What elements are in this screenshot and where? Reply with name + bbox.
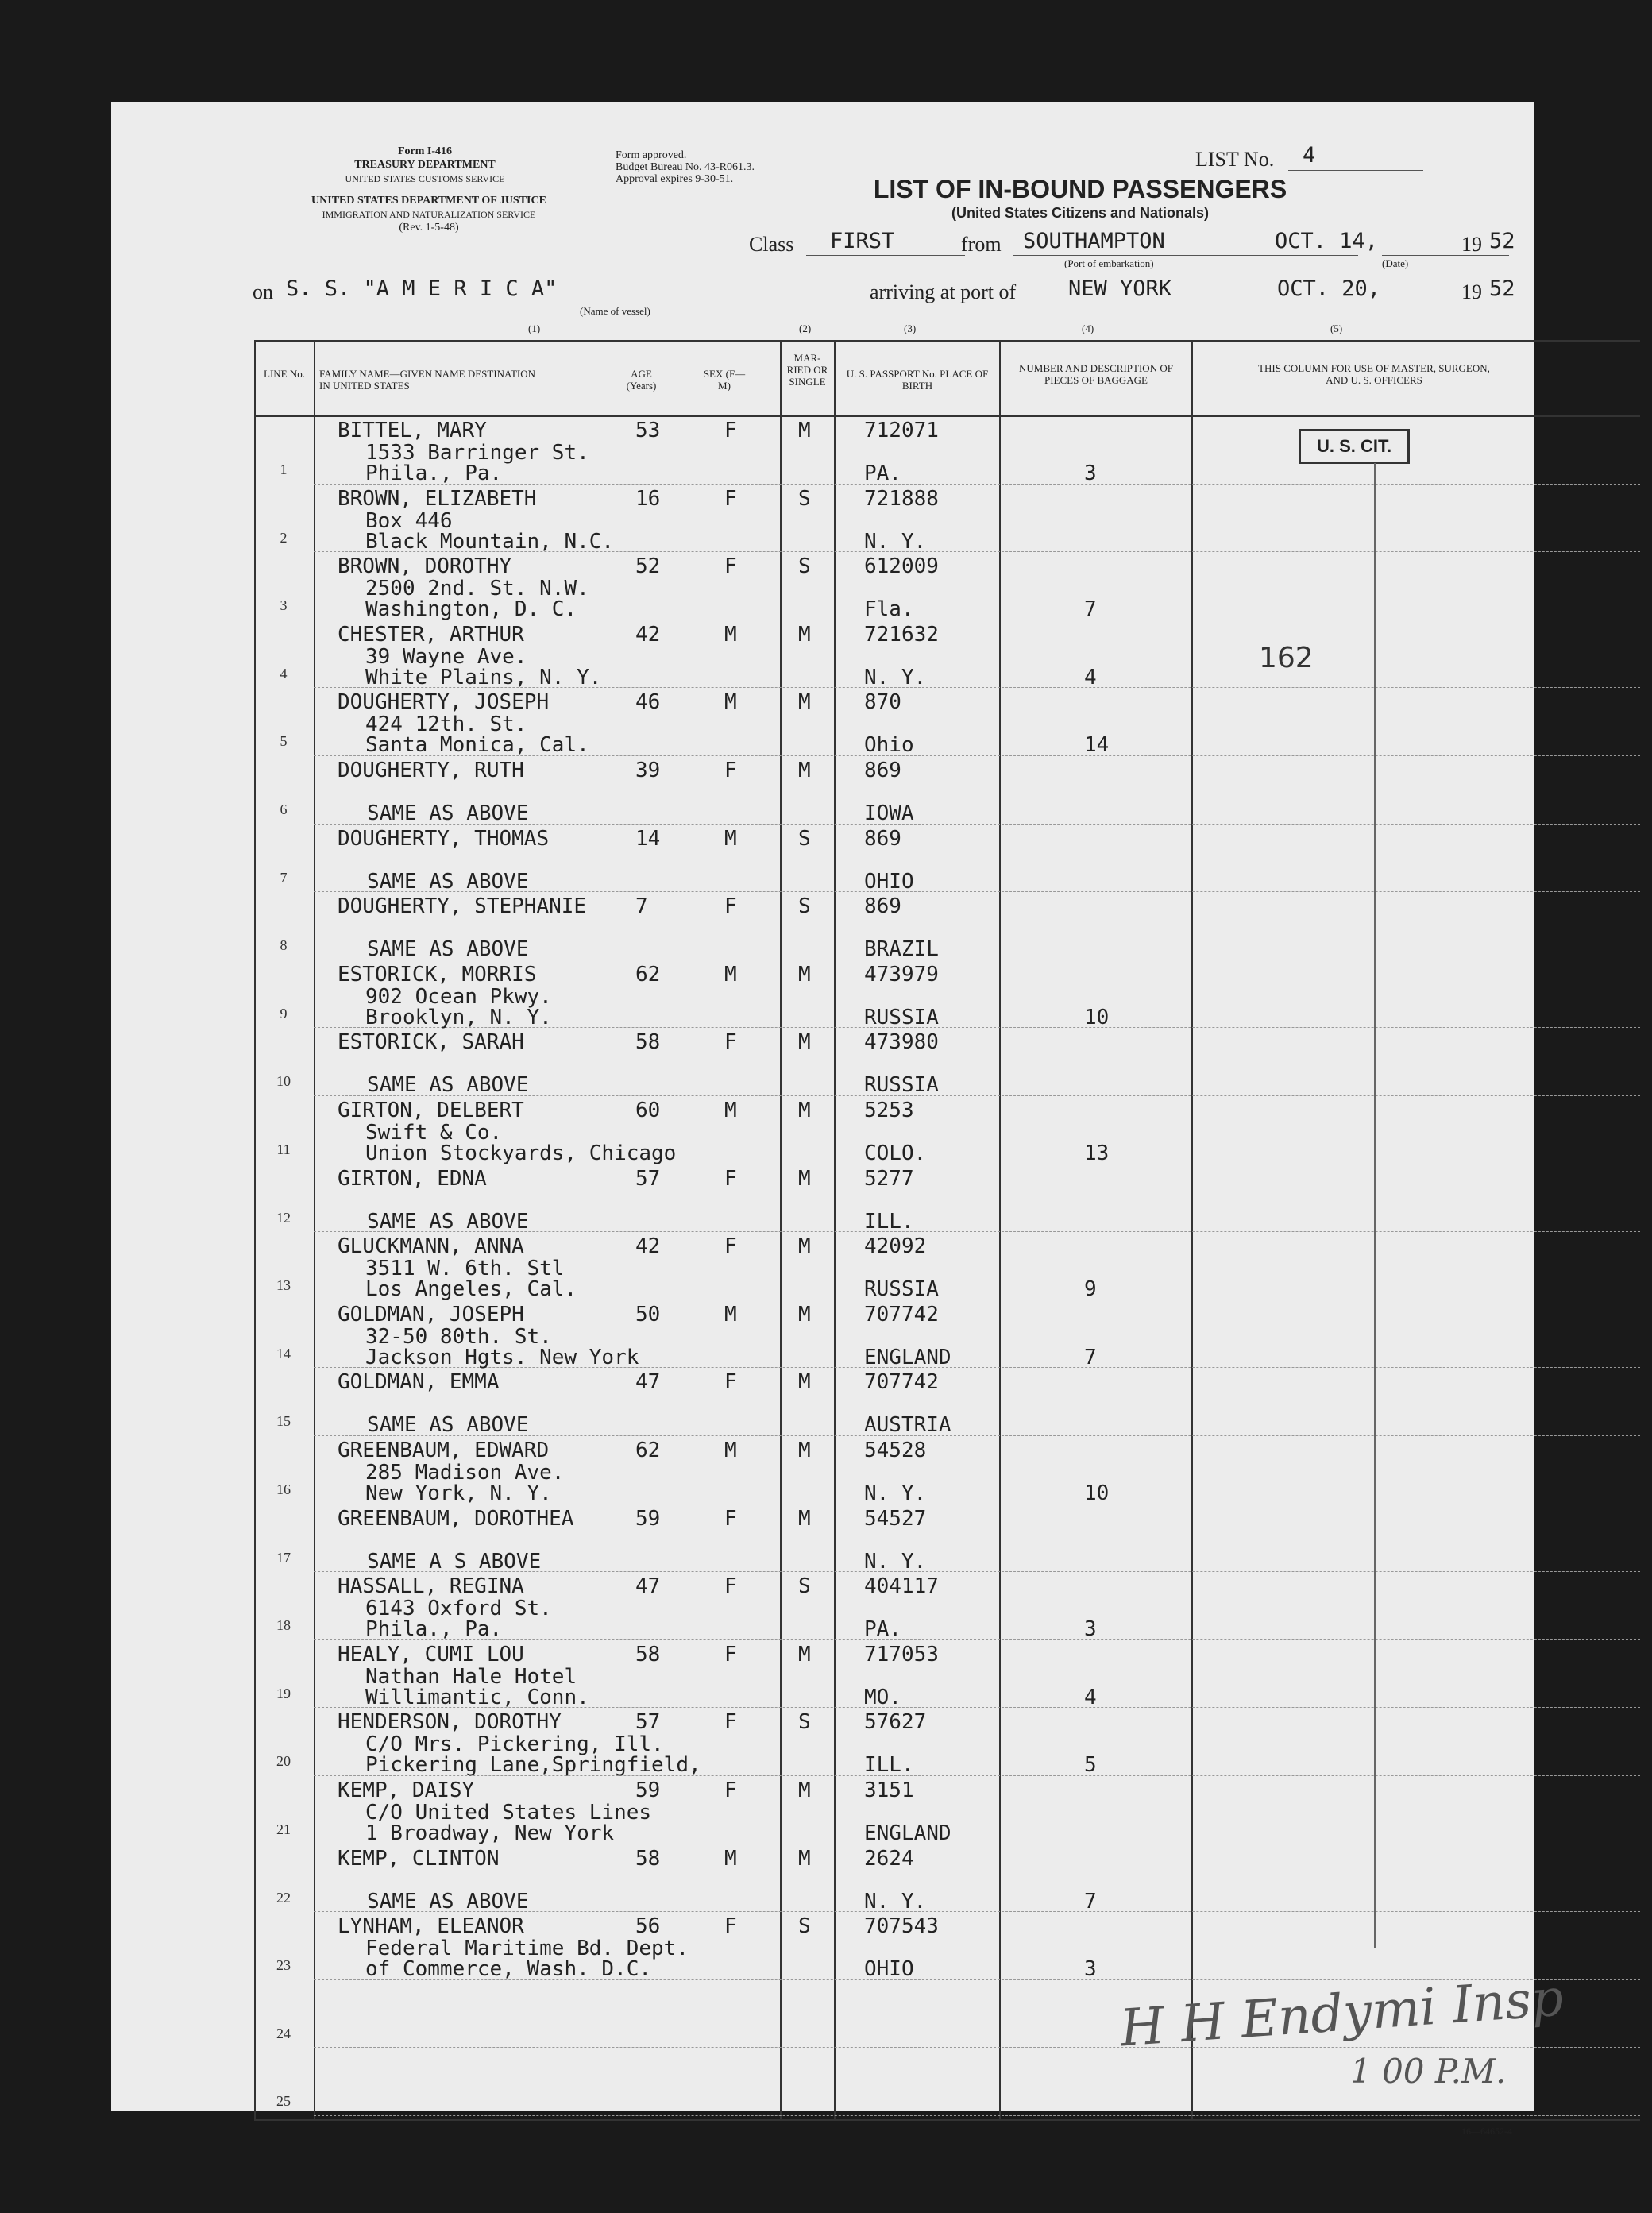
passenger-age: 62 <box>635 962 661 987</box>
passenger-sex: F <box>724 419 737 442</box>
marital-status: S <box>798 486 811 511</box>
vessel-caption: (Name of vessel) <box>580 305 650 317</box>
baggage-count: 10 <box>1084 1481 1110 1505</box>
line-number: 5 <box>280 733 288 750</box>
passenger-sex: F <box>724 1642 737 1667</box>
line-number: 24 <box>276 2025 291 2041</box>
destination-line-2: 1 Broadway, New York <box>365 1821 615 1845</box>
line-number: 21 <box>276 1821 291 1837</box>
header-age: AGE (Years) <box>626 368 657 392</box>
passenger-name: ESTORICK, MORRIS <box>338 962 537 987</box>
destination-line-2: SAME AS ABOVE <box>367 937 529 962</box>
line-number: 22 <box>276 1889 291 1906</box>
passenger-age: 7 <box>635 894 648 919</box>
baggage-count: 3 <box>1084 462 1097 485</box>
passenger-age: 42 <box>635 622 661 647</box>
passenger-sex: F <box>724 1166 737 1191</box>
destination-line-1: 1533 Barringer St. <box>365 441 589 465</box>
passport-number: 473980 <box>864 1030 939 1055</box>
passenger-name: DOUGHERTY, THOMAS <box>338 826 550 851</box>
line-number: 10 <box>276 1073 291 1090</box>
line-number: 17 <box>276 1549 291 1566</box>
destination-line-2: Los Angeles, Cal. <box>365 1277 577 1302</box>
class-value: FIRST <box>830 229 895 253</box>
destination-line-2: Black Mountain, N.C. <box>365 529 615 554</box>
place-of-birth: PA. <box>864 1617 901 1642</box>
baggage-count: 7 <box>1084 1889 1097 1914</box>
marital-status: S <box>798 1710 811 1735</box>
marital-status: M <box>798 1099 811 1122</box>
destination-line-2: of Commerce, Wash. D.C. <box>365 1957 652 1982</box>
baggage-count: 4 <box>1084 1685 1097 1709</box>
passenger-sex: F <box>724 1030 737 1055</box>
passenger-age: 53 <box>635 419 661 442</box>
line-number: 13 <box>276 1277 291 1294</box>
destination-line-2: Pickering Lane,Springfield, <box>365 1753 701 1778</box>
destination-line-2: SAME AS ABOVE <box>367 801 529 825</box>
arrival-date: OCT. 20, <box>1277 276 1381 301</box>
passenger-age: 47 <box>635 1574 661 1599</box>
destination-line-1: C/O United States Lines <box>365 1801 652 1825</box>
marital-status: M <box>798 1166 811 1191</box>
destination-line-2: Jackson Hgts. New York <box>365 1345 639 1369</box>
passport-number: 3151 <box>864 1779 914 1802</box>
destination-line-2: Willimantic, Conn. <box>365 1685 589 1709</box>
destination-line-2: Phila., Pa. <box>365 462 503 485</box>
passenger-age: 16 <box>635 486 661 511</box>
passport-number: 57627 <box>864 1710 927 1735</box>
destination-line-2: Washington, D. C. <box>365 597 577 622</box>
port-caption: (Port of embarkation) <box>1064 257 1154 269</box>
baggage-count: 9 <box>1084 1277 1097 1302</box>
department-of-justice: UNITED STATES DEPARTMENT OF JUSTICE <box>311 195 546 207</box>
marital-status: M <box>798 962 811 987</box>
passenger-age: 46 <box>635 690 661 715</box>
line-number: 15 <box>276 1413 291 1430</box>
passport-number: 54527 <box>864 1506 927 1531</box>
passenger-name: KEMP, DAISY <box>338 1779 475 1802</box>
arrival-year: 52 <box>1489 276 1515 301</box>
passenger-age: 42 <box>635 1234 661 1259</box>
marital-status: M <box>798 1846 811 1871</box>
marital-status: M <box>798 1030 811 1055</box>
passport-number: 721632 <box>864 622 939 647</box>
destination-line-2: SAME AS ABOVE <box>367 1073 529 1098</box>
marital-status: S <box>798 1574 811 1599</box>
destination-line-2: New York, N. Y. <box>365 1481 552 1505</box>
baggage-count: 13 <box>1084 1141 1110 1165</box>
us-citizen-stamp: U. S. CIT. <box>1299 429 1410 464</box>
baggage-count: 7 <box>1084 597 1097 622</box>
line-number: 9 <box>280 1005 288 1022</box>
passenger-name: CHESTER, ARTHUR <box>338 622 524 647</box>
on-label: on <box>253 280 273 303</box>
destination-line-1: Federal Maritime Bd. Dept. <box>365 1937 689 1961</box>
baggage-count: 14 <box>1084 733 1110 758</box>
form-title: LIST OF IN-BOUND PASSENGERS <box>873 175 1287 203</box>
place-of-birth: Fla. <box>864 597 914 622</box>
column-number-2: (2) <box>799 322 812 334</box>
place-of-birth: PA. <box>864 462 901 485</box>
form-approved: Form approved. <box>616 149 687 161</box>
destination-line-2: Union Stockyards, Chicago <box>365 1141 677 1165</box>
baggage-count: 7 <box>1084 1345 1097 1369</box>
place-of-birth: AUSTRIA <box>864 1413 951 1438</box>
print-code: 16—64652-4 <box>1461 2126 1512 2137</box>
class-label: Class <box>749 233 794 256</box>
passenger-sex: F <box>724 1234 737 1259</box>
passenger-name: GIRTON, DELBERT <box>338 1099 524 1122</box>
place-of-birth: RUSSIA <box>864 1073 939 1098</box>
header-married: MAR- RIED OR SINGLE <box>786 352 828 388</box>
marital-status: M <box>798 1302 811 1327</box>
destination-line-2: SAME AS ABOVE <box>367 1889 529 1914</box>
destination-line-2: Brooklyn, N. Y. <box>365 1005 552 1029</box>
destination-line-2: SAME AS ABOVE <box>367 869 529 894</box>
header-sex: SEX (F—M) <box>703 368 746 392</box>
passenger-name: GLUCKMANN, ANNA <box>338 1234 524 1259</box>
passport-number: 612009 <box>864 554 939 579</box>
passport-number: 5277 <box>864 1166 914 1191</box>
passport-number: 717053 <box>864 1642 939 1667</box>
passenger-age: 56 <box>635 1914 661 1939</box>
line-number: 6 <box>280 801 288 817</box>
passenger-name: GOLDMAN, JOSEPH <box>338 1302 524 1327</box>
place-of-birth: OHIO <box>864 1957 914 1982</box>
passenger-age: 62 <box>635 1439 661 1462</box>
passenger-age: 58 <box>635 1846 661 1871</box>
passport-number: 712071 <box>864 419 939 442</box>
baggage-count: 3 <box>1084 1957 1097 1982</box>
place-of-birth: ENGLAND <box>864 1821 951 1845</box>
passenger-age: 14 <box>635 826 661 851</box>
form-subtitle: (United States Citizens and Nationals) <box>951 205 1210 221</box>
passenger-name: GREENBAUM, DOROTHEA <box>338 1506 574 1531</box>
destination-line-1: 6143 Oxford St. <box>365 1597 552 1621</box>
marital-status: M <box>798 1642 811 1667</box>
line-number: 14 <box>276 1345 291 1361</box>
line-number: 12 <box>276 1209 291 1226</box>
place-of-birth: OHIO <box>864 869 914 894</box>
marital-status: M <box>798 690 811 715</box>
passenger-name: BROWN, ELIZABETH <box>338 486 537 511</box>
marital-status: M <box>798 419 811 442</box>
column-number-5: (5) <box>1330 322 1343 334</box>
marital-status: S <box>798 1914 811 1939</box>
passport-number: 869 <box>864 759 901 782</box>
marital-status: M <box>798 622 811 647</box>
passenger-name: HEALY, CUMI LOU <box>338 1642 524 1667</box>
place-of-birth: N. Y. <box>864 1549 927 1574</box>
line-number: 25 <box>276 2093 291 2110</box>
passport-number: 54528 <box>864 1439 927 1462</box>
passenger-name: BITTEL, MARY <box>338 419 487 442</box>
ins: IMMIGRATION AND NATURALIZATION SERVICE <box>322 209 536 220</box>
list-no-label: LIST No. <box>1195 148 1275 171</box>
baggage-count: 4 <box>1084 665 1097 689</box>
passport-number: 869 <box>864 894 901 919</box>
passenger-sex: M <box>724 622 737 647</box>
manifest-sheet <box>111 102 1566 2137</box>
destination-line-2: SAME AS ABOVE <box>367 1413 529 1438</box>
passenger-sex: F <box>724 1506 737 1531</box>
destination-line-2: Phila., Pa. <box>365 1617 503 1642</box>
passenger-age: 59 <box>635 1506 661 1531</box>
passenger-name: ESTORICK, SARAH <box>338 1030 524 1055</box>
line-number: 7 <box>280 869 288 886</box>
marital-status: S <box>798 826 811 851</box>
marital-status: S <box>798 894 811 919</box>
officer-count-note: 162 <box>1259 642 1314 674</box>
passenger-name: KEMP, CLINTON <box>338 1846 500 1871</box>
line-number: 1 <box>280 462 288 477</box>
place-of-birth: N. Y. <box>864 529 927 554</box>
place-of-birth: IOWA <box>864 801 914 825</box>
inspector-signature: H H Endymi Insp <box>1118 1968 1566 2059</box>
passenger-name: HASSALL, REGINA <box>338 1574 524 1599</box>
baggage-count: 5 <box>1084 1753 1097 1778</box>
destination-line-1: C/O Mrs. Pickering, Ill. <box>365 1732 664 1757</box>
passport-number: 869 <box>864 826 901 851</box>
column-number-1: (1) <box>528 322 541 334</box>
passenger-age: 59 <box>635 1779 661 1802</box>
customs-service: UNITED STATES CUSTOMS SERVICE <box>345 173 505 184</box>
passenger-sex: M <box>724 962 737 987</box>
arriving-label: arriving at port of <box>870 280 1017 303</box>
year-prefix: 19 <box>1461 233 1482 256</box>
line-number: 19 <box>276 1685 291 1701</box>
marital-status: S <box>798 554 811 579</box>
passenger-name: GIRTON, EDNA <box>338 1166 487 1191</box>
passenger-sex: F <box>724 894 737 919</box>
passenger-name: BROWN, DOROTHY <box>338 554 512 579</box>
destination-line-2: SAME AS ABOVE <box>367 1209 529 1234</box>
passport-number: 721888 <box>864 486 939 511</box>
passport-number: 707742 <box>864 1370 939 1395</box>
passenger-sex: F <box>724 759 737 782</box>
destination-line-1: Nathan Hale Hotel <box>365 1664 577 1689</box>
passenger-sex: F <box>724 1779 737 1802</box>
signature-time: 1 00 P.M. <box>1350 2052 1507 2091</box>
arrival-port: NEW YORK <box>1068 276 1172 301</box>
passport-number: 707742 <box>864 1302 939 1327</box>
passenger-name: DOUGHERTY, STEPHANIE <box>338 894 587 919</box>
line-number: 2 <box>280 529 288 546</box>
place-of-birth: BRAZIL <box>864 937 939 962</box>
passenger-age: 60 <box>635 1099 661 1122</box>
passenger-name: DOUGHERTY, RUTH <box>338 759 524 782</box>
line-number: 23 <box>276 1957 291 1974</box>
passenger-sex: M <box>724 1439 737 1462</box>
place-of-birth: Ohio <box>864 733 914 758</box>
baggage-count: 10 <box>1084 1005 1110 1029</box>
passenger-name: HENDERSON, DOROTHY <box>338 1710 562 1735</box>
place-of-birth: COLO. <box>864 1141 927 1165</box>
passport-number: 870 <box>864 690 901 715</box>
revision: (Rev. 1-5-48) <box>399 222 459 234</box>
embarkation-date: OCT. 14, <box>1275 229 1379 253</box>
destination-line-2: Santa Monica, Cal. <box>365 733 589 758</box>
passenger-name: LYNHAM, ELEANOR <box>338 1914 524 1939</box>
marital-status: M <box>798 1370 811 1395</box>
list-no-value: 4 <box>1303 143 1316 168</box>
passenger-age: 39 <box>635 759 661 782</box>
passport-number: 42092 <box>864 1234 927 1259</box>
line-number: 20 <box>276 1753 291 1770</box>
destination-line-1: 39 Wayne Ave. <box>365 644 527 669</box>
destination-line-1: 902 Ocean Pkwy. <box>365 984 552 1009</box>
destination-line-1: 424 12th. St. <box>365 713 527 737</box>
marital-status: M <box>798 1779 811 1802</box>
place-of-birth: ENGLAND <box>864 1345 951 1369</box>
budget-bureau: Budget Bureau No. 43-R061.3. <box>616 161 755 173</box>
port-of-embarkation: SOUTHAMPTON <box>1023 229 1165 253</box>
passenger-age: 58 <box>635 1030 661 1055</box>
destination-line-1: 285 Madison Ave. <box>365 1461 565 1485</box>
approval-expires: Approval expires 9-30-51. <box>616 173 734 185</box>
from-label: from <box>961 233 1002 256</box>
passport-number: 2624 <box>864 1846 914 1871</box>
treasury-department: TREASURY DEPARTMENT <box>354 159 496 171</box>
passenger-sex: M <box>724 1302 737 1327</box>
embarkation-year: 52 <box>1489 229 1515 253</box>
place-of-birth: N. Y. <box>864 1889 927 1914</box>
passenger-sex: M <box>724 1846 737 1871</box>
destination-line-1: Swift & Co. <box>365 1121 503 1145</box>
passenger-sex: F <box>724 1574 737 1599</box>
passenger-sex: M <box>724 690 737 715</box>
line-number: 3 <box>280 597 288 614</box>
header-line-no: LINE No. <box>264 368 305 380</box>
marital-status: M <box>798 759 811 782</box>
line-number: 18 <box>276 1617 291 1634</box>
line-number: 16 <box>276 1481 291 1497</box>
destination-line-1: 32-50 80th. St. <box>365 1324 552 1349</box>
passport-number: 5253 <box>864 1099 914 1122</box>
marital-status: M <box>798 1506 811 1531</box>
marital-status: M <box>798 1439 811 1462</box>
destination-line-2: White Plains, N. Y. <box>365 665 602 689</box>
place-of-birth: ILL. <box>864 1753 914 1778</box>
marital-status: M <box>798 1234 811 1259</box>
vessel-name: S. S. "A M E R I C A" <box>286 276 558 301</box>
destination-line-1: Box 446 <box>365 508 453 533</box>
column-number-3: (3) <box>904 322 917 334</box>
passenger-sex: F <box>724 554 737 579</box>
date-caption: (Date) <box>1382 257 1409 269</box>
destination-line-1: 2500 2nd. St. N.W. <box>365 577 589 601</box>
passenger-sex: F <box>724 1914 737 1939</box>
passenger-sex: M <box>724 826 737 851</box>
place-of-birth: ILL. <box>864 1209 914 1234</box>
passenger-name: DOUGHERTY, JOSEPH <box>338 690 550 715</box>
passport-number: 473979 <box>864 962 939 987</box>
header-passport: U. S. PASSPORT No. PLACE OF BIRTH <box>846 368 989 392</box>
line-number: 11 <box>276 1141 291 1157</box>
place-of-birth: MO. <box>864 1685 901 1709</box>
passenger-sex: F <box>724 486 737 511</box>
baggage-count: 3 <box>1084 1617 1097 1642</box>
passenger-name: GOLDMAN, EMMA <box>338 1370 500 1395</box>
arrival-year-prefix: 19 <box>1461 280 1482 303</box>
destination-line-2: SAME A S ABOVE <box>367 1549 542 1574</box>
place-of-birth: RUSSIA <box>864 1277 939 1302</box>
header-baggage: NUMBER AND DESCRIPTION OF PIECES OF BAGGAGE <box>1019 362 1173 386</box>
passenger-age: 47 <box>635 1370 661 1395</box>
place-of-birth: RUSSIA <box>864 1005 939 1029</box>
passenger-age: 58 <box>635 1642 661 1667</box>
passenger-sex: M <box>724 1099 737 1122</box>
passenger-sex: F <box>724 1710 737 1735</box>
passenger-age: 50 <box>635 1302 661 1327</box>
place-of-birth: N. Y. <box>864 665 927 689</box>
column-number-4: (4) <box>1082 322 1094 334</box>
form-number: Form I-416 <box>397 145 453 157</box>
passenger-age: 57 <box>635 1166 661 1191</box>
passport-number: 707543 <box>864 1914 939 1939</box>
place-of-birth: N. Y. <box>864 1481 927 1505</box>
line-number: 8 <box>280 937 288 954</box>
header-officers: THIS COLUMN FOR USE OF MASTER, SURGEON, AND U. S. OFFICERS <box>1258 362 1490 386</box>
line-number: 4 <box>280 665 288 682</box>
passenger-name: GREENBAUM, EDWARD <box>338 1439 550 1462</box>
destination-line-1: 3511 W. 6th. Stl <box>365 1257 565 1281</box>
passenger-sex: F <box>724 1370 737 1395</box>
passenger-age: 52 <box>635 554 661 579</box>
passenger-age: 57 <box>635 1710 661 1735</box>
passport-number: 404117 <box>864 1574 939 1599</box>
header-name: FAMILY NAME—GIVEN NAME DESTINATION IN UNITED STATES <box>319 368 536 392</box>
